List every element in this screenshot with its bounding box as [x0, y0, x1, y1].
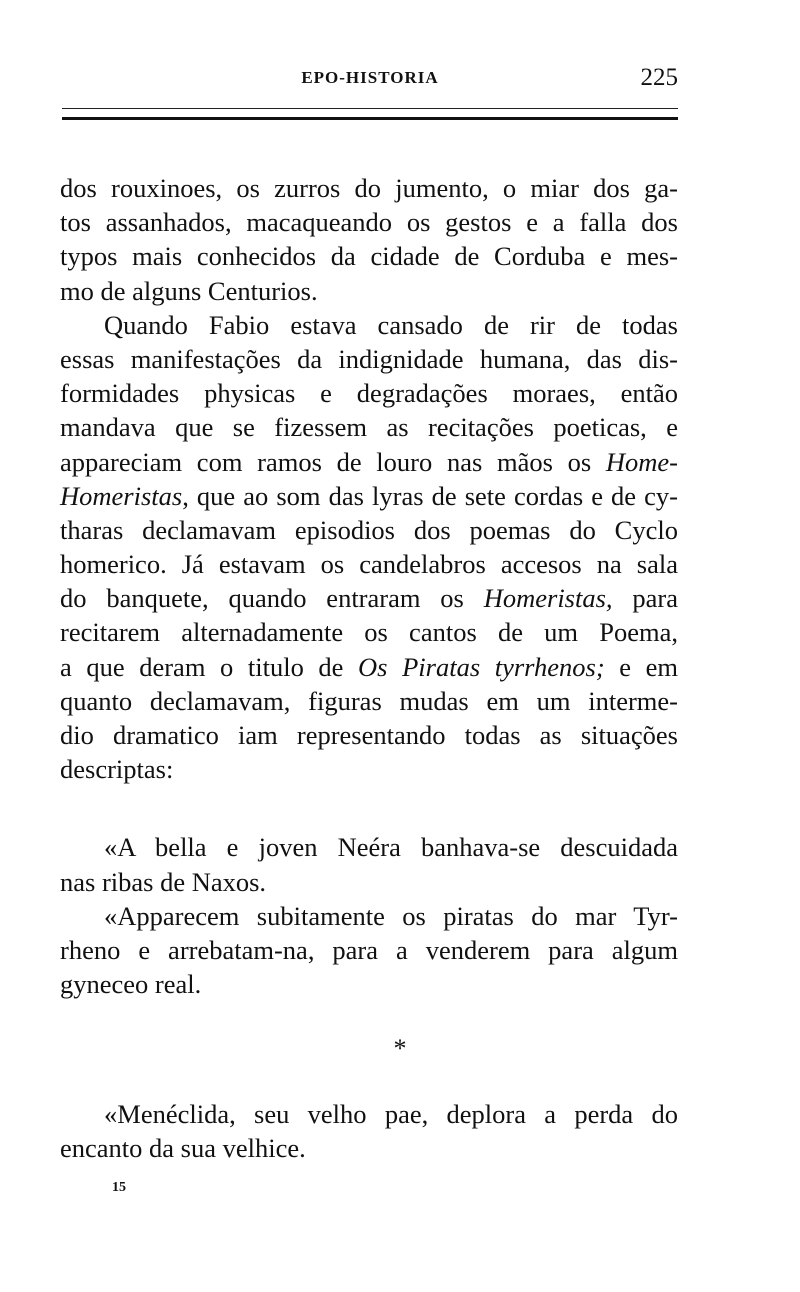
- text-segment: para: [612, 583, 678, 614]
- text-line: tharas declamavam episodios dos poemas do Cyclo: [60, 514, 678, 545]
- running-title: EPO-HISTORIA: [301, 68, 439, 87]
- text-line: essas manifestações da indignidade humana, das dis-: [60, 343, 678, 374]
- text-line: dio dramatico iam representando todas as situações: [60, 720, 678, 750]
- text-line: mandava que se fizessem as recitações poeticas, e: [60, 412, 678, 443]
- paragraph-gap: [60, 786, 678, 830]
- italic-term: Homeristas,: [483, 583, 613, 614]
- section-ornament: *: [393, 1034, 407, 1063]
- text-segment: a que deram o titulo de: [60, 651, 359, 682]
- page-number: 225: [640, 64, 678, 91]
- text-line: [60, 445, 678, 479]
- text-line: typos mais conhecidos da cidade de Corduba e mes-: [60, 241, 678, 272]
- quote-line: encanto da sua velhice.: [60, 1133, 306, 1164]
- quote-line: «Apparecem subitamente os piratas do mar Tyr-: [104, 900, 678, 931]
- quote-line: gyneceo real.: [60, 969, 202, 1000]
- text-line: homerico. Já estavam os candelabros accesos na sala: [60, 549, 678, 580]
- quote-line: rheno e arrebatam-na, para a venderem para algum: [60, 934, 678, 965]
- text-line: formidades physicas e degradações moraes, então: [60, 378, 678, 409]
- text-line: recitarem alternadamente os cantos de um Poema,: [60, 617, 678, 648]
- italic-title: Os Piratas tyrrhenos;: [358, 651, 605, 682]
- text-line: [60, 650, 678, 684]
- quote-line: «Menéclida, seu velho pae, deplora a perda do: [104, 1099, 678, 1129]
- text-line: tos assanhados, macaqueando os gestos e a falla dos: [60, 207, 678, 238]
- text-line: descriptas:: [60, 754, 174, 785]
- quote-line: «A bella e joven Neéra banhava-se descuidada: [104, 832, 678, 863]
- text-segment: , que ao som das lyras de sete cordas e de cy-: [182, 480, 678, 511]
- final-text: [60, 1097, 678, 1165]
- italic-term: Home-: [605, 446, 678, 477]
- signature-mark: 15: [112, 1180, 126, 1195]
- header-rule-thin: [62, 108, 678, 109]
- text-line: [60, 479, 678, 513]
- quote-line: nas ribas de Naxos.: [60, 866, 267, 897]
- main-text: [60, 171, 678, 1001]
- text-line: dos rouxinoes, os zurros do jumento, o miar dos ga-: [60, 173, 678, 203]
- text-line: [60, 581, 678, 615]
- text-segment: appareciam com ramos de louro nas mãos os: [60, 446, 606, 477]
- text-line: mo de alguns Centurios.: [60, 275, 318, 306]
- italic-term: Homeristas: [60, 480, 183, 511]
- running-head: [62, 64, 678, 92]
- text-segment: do banquete, quando entraram os: [60, 583, 484, 614]
- header-rule-thick: [62, 117, 678, 120]
- text-segment: e em: [604, 651, 678, 682]
- text-line: quanto declamavam, figuras mudas em um interme-: [60, 685, 678, 716]
- text-line: Quando Fabio estava cansado de rir de todas: [104, 309, 678, 340]
